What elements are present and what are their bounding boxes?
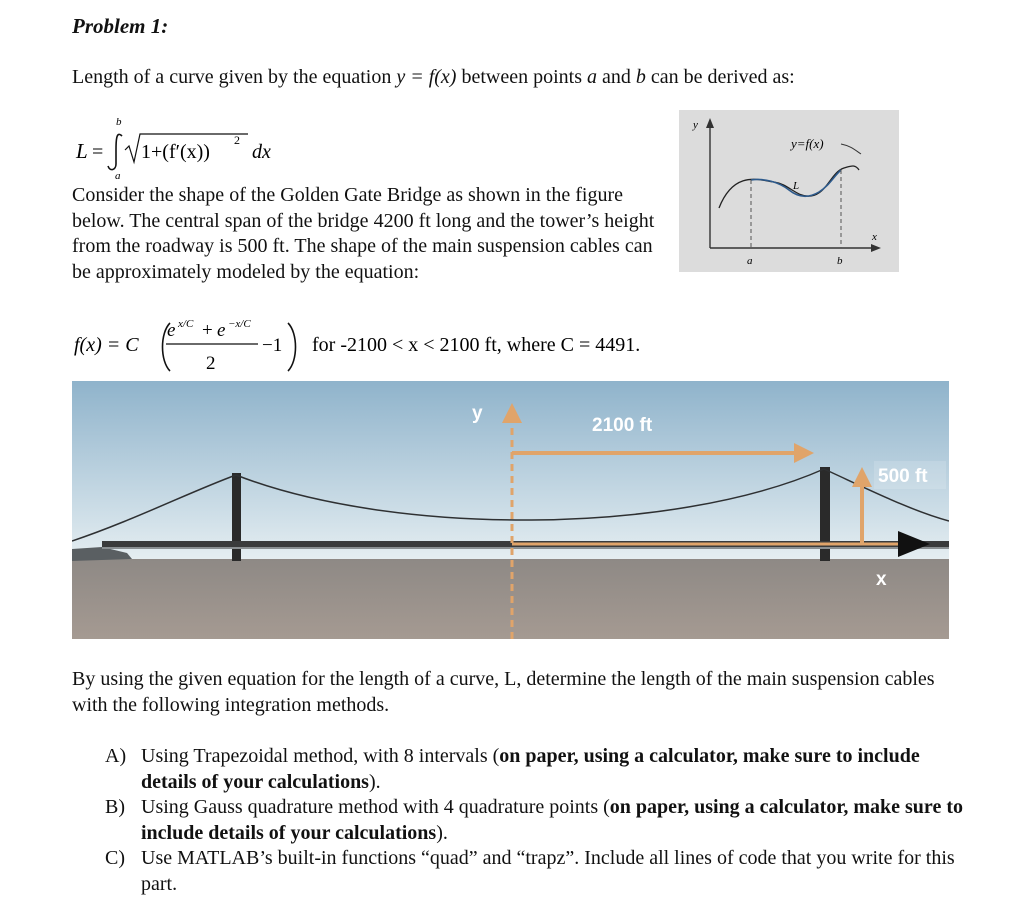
task-item-a <box>105 744 965 795</box>
formula-equals: = <box>92 141 104 163</box>
problem-title: Problem 1: <box>72 14 169 38</box>
fx-plus: + <box>202 320 213 341</box>
intro-equation: y = f(x) <box>396 66 457 88</box>
right-paren-icon <box>288 323 296 371</box>
graph-x-label: x <box>872 231 877 243</box>
formula-L: L <box>76 139 88 163</box>
photo-y-label: y <box>472 403 483 424</box>
intro-text-3: and <box>597 66 636 88</box>
task-item-c <box>105 846 965 897</box>
fx-exp1-power: x/C <box>178 318 194 330</box>
formula-upper-limit: b <box>116 116 122 128</box>
task-text: Use MATLAB’s built-in functions “quad” and “trapz”. Include all lines of code that you write for this part. <box>141 847 955 895</box>
task-item-b <box>105 795 965 846</box>
graph-function-label: y=f(x) <box>791 136 824 151</box>
bridge-description: Consider the shape of the Golden Gate Bridge as shown in the figure below. The central span of the bridge 4200 ft long and the tower’s height from the roadway is 500 ft. The shape of the main suspension cables can be approximately modeled by the equation: <box>72 184 655 283</box>
graph-a-label: a <box>747 255 753 267</box>
golden-gate-bridge-photo <box>72 381 949 639</box>
formula-lower-limit: a <box>115 170 121 182</box>
task-emphasis: on paper, using a calculator, make sure to include details of your calculations <box>141 796 963 844</box>
intro-text-4: can be derived as: <box>645 66 795 88</box>
intro-point-a: a <box>587 66 598 88</box>
graph-y-label: y <box>693 119 698 131</box>
fx-lhs: f(x) = C <box>74 334 139 356</box>
fx-denominator: 2 <box>206 353 216 374</box>
task-label: A) <box>105 745 127 767</box>
task-label: B) <box>105 796 125 818</box>
intro-text-1: Length of a curve given by the equation <box>72 66 397 88</box>
intro-point-b: b <box>635 66 646 88</box>
fx-exp1-base: e <box>167 320 176 341</box>
fx-exp2-power: −x/C <box>228 318 251 330</box>
formula-integrand: 1+(f′(x)) <box>141 141 210 163</box>
task-instructions: By using the given equation for the length of a curve, L, determine the length of the main suspension cables with the following integration methods. <box>72 668 935 716</box>
cable-equation <box>72 315 712 375</box>
task-tail: ). <box>436 821 448 844</box>
task-text: Using Gauss quadrature method with 4 quadrature points ( <box>141 796 610 818</box>
formula-dx: dx <box>252 141 271 163</box>
task-list <box>105 744 965 897</box>
fx-exp2-base: e <box>217 320 226 341</box>
integral-sign-icon <box>108 134 122 169</box>
curve-length-graph <box>679 110 899 272</box>
intro-sentence <box>72 66 795 89</box>
graph-L-label: L <box>793 180 800 192</box>
task-tail: ). <box>368 770 381 793</box>
fx-condition: for -2100 < x < 2100 ft, where C = 4491. <box>312 334 641 356</box>
intro-text-2: between points <box>456 66 588 88</box>
graph-b-label: b <box>837 255 843 267</box>
arc-length-formula <box>72 112 332 182</box>
task-emphasis: on paper, using a calculator, make sure to include details of your calculations <box>141 745 920 793</box>
fx-minus-one: −1 <box>262 335 283 356</box>
photo-x-label: x <box>876 569 887 590</box>
formula-power: 2 <box>234 133 240 147</box>
photo-span-label: 2100 ft <box>592 415 653 436</box>
task-text: Using Trapezoidal method, with 8 intervals ( <box>141 745 500 767</box>
photo-height-label: 500 ft <box>878 466 928 487</box>
task-label: C) <box>105 847 125 869</box>
